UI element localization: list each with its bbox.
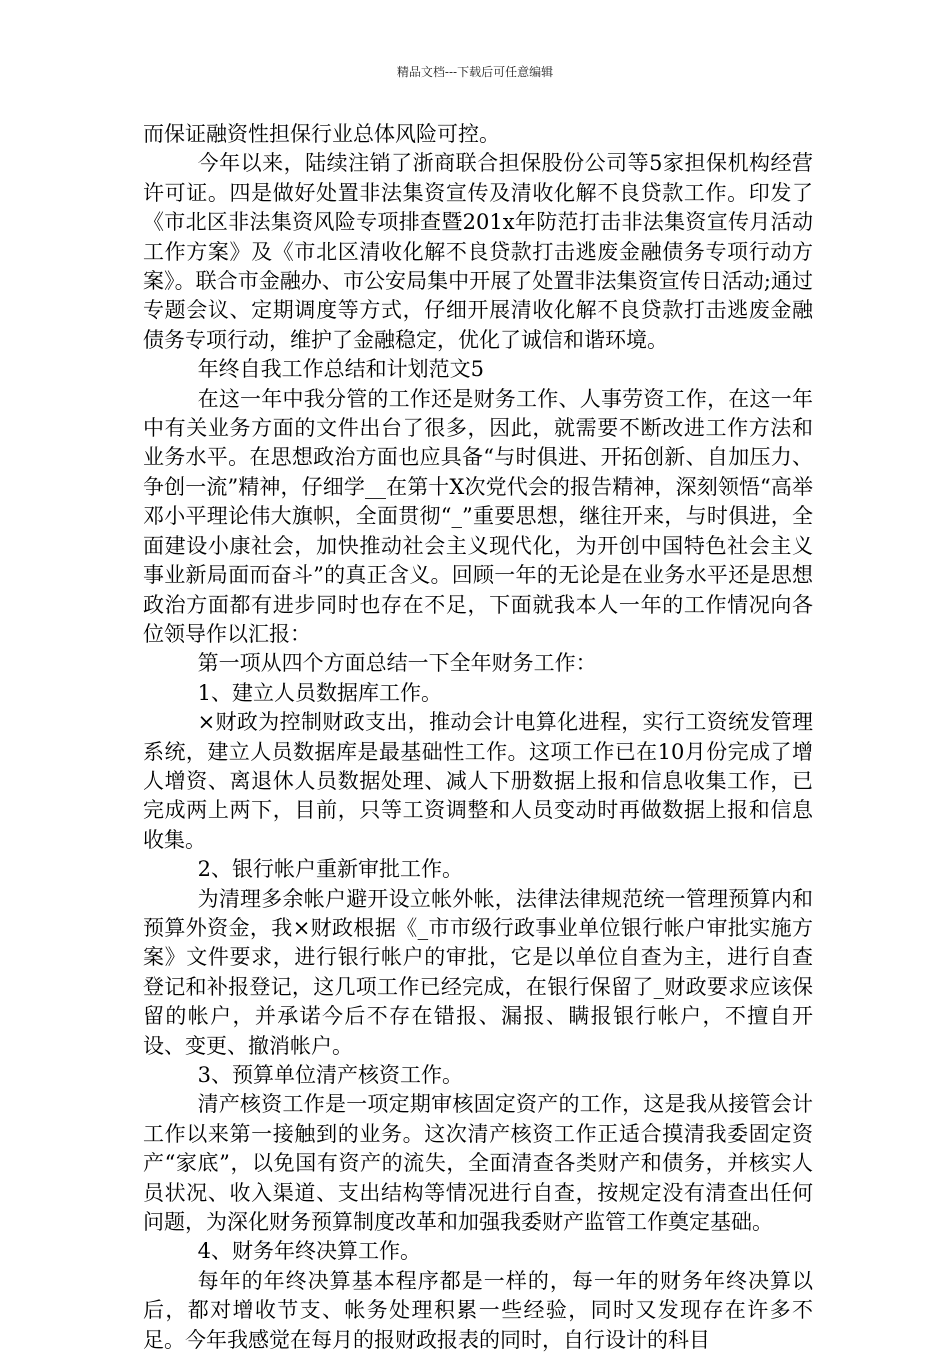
document-body: [143, 120, 813, 1355]
paragraph: 在这一年中我分管的工作还是财务工作、人事劳资工作，在这一年中有关业务方面的文件出台了很多，因此，就需要不断改进工作方法和业务水平。在思想政治方面也应具备“与时俱进、开拓创新、自加压力、争创一流”精神，仔细学__在第十X次党代会的报告精神，深刻领悟“高举邓小平理论伟大旗帜，全面贯彻“_”重要思想，继往开来，与时俱进，全面建设小康社会，加快推动社会主义现代化，为开创中国特色社会主义事业新局面而奋斗”的真正含义。回顾一年的无论是在业务水平还是思想政治方面都有进步同时也存在不足，下面就我本人一年的工作情况向各位领导作以汇报：: [143, 386, 813, 646]
paragraph: 为清理多余帐户避开设立帐外帐，法律法律规范统一管理预算内和预算外资金，我×财政根据《_市市级行政事业单位银行帐户审批实施方案》文件要求，进行银行帐户的审批，它是以单位自查为主，进行自查登记和补报登记，这几项工作已经完成，在银行保留了_财政要求应该保留的帐户，并承诺今后不存在错报、漏报、瞒报银行帐户，不擅自开设、变更、撤消帐户。: [143, 886, 813, 1058]
paragraph: 清产核资工作是一项定期审核固定资产的工作，这是我从接管会计工作以来第一接触到的业务。这次清产核资工作正适合摸清我委固定资产“家底”，以免国有资产的流失，全面清查各类财产和债务，并核实人员状况、收入渠道、支出结构等情况进行自查，按规定没有清查出任何问题，为深化财务预算制度改革和加强我委财产监管工作奠定基础。: [143, 1092, 813, 1235]
subheading: 4、财务年终决算工作。: [197, 1239, 421, 1264]
subheading: 3、预算单位清产核资工作。: [197, 1063, 463, 1087]
paragraph: 第一项从四个方面总结一下全年财务工作：: [197, 651, 597, 676]
subheading: 2、银行帐户重新审批工作。: [197, 857, 463, 882]
paragraph: 每年的年终决算基本程序都是一样的，每一年的财务年终决算以后，都对增收节支、帐务处理积累一些经验，同时又发现存在许多不足。今年我感觉在每月的报财政报表的同时，自行设计的科目: [143, 1268, 813, 1352]
section-title: 年终自我工作总结和计划范文5: [197, 357, 484, 382]
subheading: 1、建立人员数据库工作。: [197, 680, 442, 705]
page-header: 精品文档---下载后可任意编辑: [396, 65, 554, 79]
paragraph: ×财政为控制财政支出，推动会计电算化进程，实行工资统发管理系统，建立人员数据库是最基础性工作。这项工作已在10月份完成了增人增资、离退休人员数据处理、减人下册数据上报和信息收集工作，已完成两上两下，目前，只等工资调整和人员变动时再做数据上报和信息收集。: [143, 710, 813, 852]
paragraph: 今年以来，陆续注销了浙商联合担保股份公司等5家担保机构经营许可证。四是做好处置非法集资宣传及清收化解不良贷款工作。印发了《市北区非法集资风险专项排查暨201x年防范打击非法集资宣传月活动工作方案》及《市北区清收化解不良贷款打击逃废金融债务专项行动方案》。联合市金融办、市公安局集中开展了处置非法集资宣传日活动;通过专题会议、定期调度等方式，仔细开展清收化解不良贷款打击逃废金融债务专项行动，维护了金融稳定，优化了诚信和谐环境。: [143, 151, 813, 352]
paragraph-continuation: 而保证融资性担保行业总体风险可控。: [143, 122, 500, 146]
